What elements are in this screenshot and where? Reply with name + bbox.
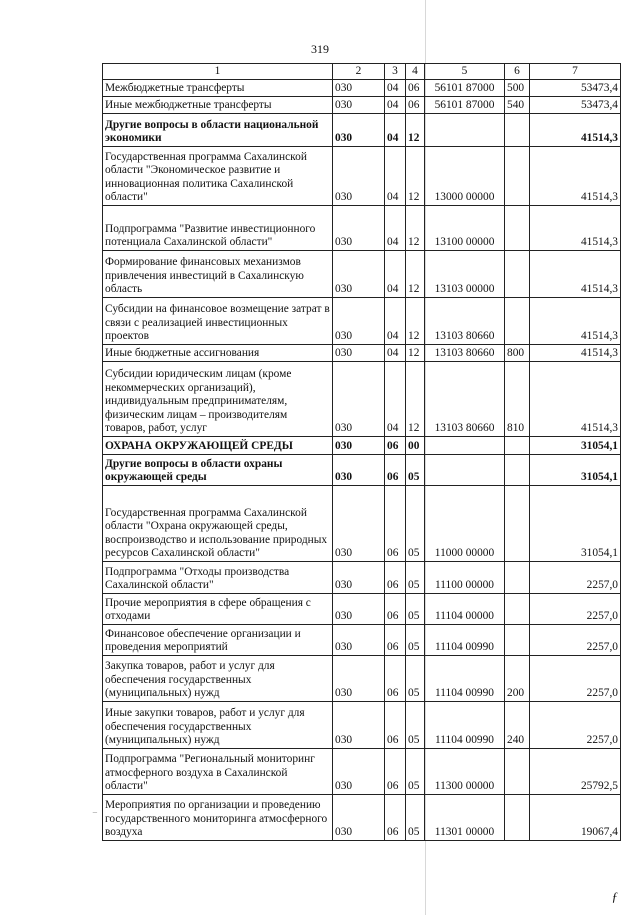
expense-type-code: 240 xyxy=(505,702,530,749)
table-row xyxy=(103,625,621,656)
expense-type-code: 800 xyxy=(505,345,530,362)
column-header: 2 xyxy=(333,64,385,80)
section-code: 04 xyxy=(385,114,406,147)
table-row xyxy=(103,455,621,486)
row-name: Другие вопросы в области национальной экономики xyxy=(103,114,333,147)
corner-mark: ƒ xyxy=(611,889,618,904)
column-header: 7 xyxy=(530,64,621,80)
ministry-code: 030 xyxy=(333,594,385,625)
ministry-code: 030 xyxy=(333,562,385,594)
table-row xyxy=(103,362,621,437)
expense-type-code xyxy=(505,625,530,656)
table-row xyxy=(103,562,621,594)
expense-type-code xyxy=(505,298,530,345)
expense-type-code xyxy=(505,486,530,562)
ministry-code: 030 xyxy=(333,702,385,749)
row-name: Подпрограмма "Развитие инвестиционного потенциала Сахалинской области" xyxy=(103,206,333,251)
table-row xyxy=(103,702,621,749)
table-row xyxy=(103,298,621,345)
subsection-code: 12 xyxy=(406,206,425,251)
section-code: 04 xyxy=(385,80,406,97)
expense-type-code xyxy=(505,437,530,455)
target-article-code xyxy=(425,114,505,147)
table-row xyxy=(103,97,621,114)
amount: 41514,3 xyxy=(530,206,621,251)
table-row xyxy=(103,749,621,795)
subsection-code: 00 xyxy=(406,437,425,455)
column-header: 3 xyxy=(385,64,406,80)
ministry-code: 030 xyxy=(333,625,385,656)
subsection-code: 05 xyxy=(406,656,425,702)
section-code: 04 xyxy=(385,345,406,362)
expense-type-code xyxy=(505,147,530,206)
row-name: Государственная программа Сахалинской области "Экономическое развитие и инновационная политика Сахалинской области" xyxy=(103,147,333,206)
target-article-code: 11100 00000 xyxy=(425,562,505,594)
ministry-code: 030 xyxy=(333,656,385,702)
subsection-code: 12 xyxy=(406,362,425,437)
target-article-code: 11104 00000 xyxy=(425,594,505,625)
subsection-code: 05 xyxy=(406,594,425,625)
amount: 31054,1 xyxy=(530,437,621,455)
section-code: 04 xyxy=(385,147,406,206)
table-row xyxy=(103,80,621,97)
expense-type-code xyxy=(505,749,530,795)
table-row xyxy=(103,795,621,841)
ministry-code: 030 xyxy=(333,795,385,841)
ministry-code: 030 xyxy=(333,455,385,486)
section-code: 06 xyxy=(385,625,406,656)
target-article-code: 11301 00000 xyxy=(425,795,505,841)
target-article-code: 13103 80660 xyxy=(425,298,505,345)
expense-type-code xyxy=(505,455,530,486)
column-header: 4 xyxy=(406,64,425,80)
row-name: Иные межбюджетные трансферты xyxy=(103,97,333,114)
expense-type-code: 540 xyxy=(505,97,530,114)
section-code: 06 xyxy=(385,656,406,702)
expense-type-code: 810 xyxy=(505,362,530,437)
row-name: Формирование финансовых механизмов привлечения инвестиций в Сахалинскую область xyxy=(103,251,333,298)
target-article-code: 11104 00990 xyxy=(425,656,505,702)
target-article-code: 13100 00000 xyxy=(425,206,505,251)
section-code: 04 xyxy=(385,206,406,251)
subsection-code: 05 xyxy=(406,749,425,795)
amount: 41514,3 xyxy=(530,345,621,362)
amount: 31054,1 xyxy=(530,455,621,486)
section-code: 06 xyxy=(385,795,406,841)
column-header: 1 xyxy=(103,64,333,80)
target-article-code xyxy=(425,455,505,486)
amount: 19067,4 xyxy=(530,795,621,841)
ministry-code: 030 xyxy=(333,345,385,362)
amount: 53473,4 xyxy=(530,97,621,114)
table-header-row xyxy=(103,64,621,80)
ministry-code: 030 xyxy=(333,437,385,455)
row-name: Закупка товаров, работ и услуг для обеспечения государственных (муниципальных) нужд xyxy=(103,656,333,702)
row-name: Прочие мероприятия в сфере обращения с отходами xyxy=(103,594,333,625)
subsection-code: 12 xyxy=(406,114,425,147)
margin-mark: ⁻ xyxy=(92,809,98,821)
section-code: 06 xyxy=(385,594,406,625)
row-name: Другие вопросы в области охраны окружающей среды xyxy=(103,455,333,486)
table-row xyxy=(103,251,621,298)
row-name: Подпрограмма "Отходы производства Сахалинской области" xyxy=(103,562,333,594)
row-name: Межбюджетные трансферты xyxy=(103,80,333,97)
subsection-code: 12 xyxy=(406,251,425,298)
ministry-code: 030 xyxy=(333,362,385,437)
amount: 2257,0 xyxy=(530,702,621,749)
ministry-code: 030 xyxy=(333,80,385,97)
row-name: Иные бюджетные ассигнования xyxy=(103,345,333,362)
target-article-code: 56101 87000 xyxy=(425,97,505,114)
section-code: 04 xyxy=(385,298,406,345)
table-row xyxy=(103,486,621,562)
subsection-code: 05 xyxy=(406,562,425,594)
expense-type-code xyxy=(505,114,530,147)
amount: 2257,0 xyxy=(530,656,621,702)
row-name: Иные закупки товаров, работ и услуг для обеспечения государственных (муниципальных) нужд xyxy=(103,702,333,749)
expense-type-code xyxy=(505,795,530,841)
expense-type-code xyxy=(505,206,530,251)
amount: 31054,1 xyxy=(530,486,621,562)
section-code: 06 xyxy=(385,702,406,749)
target-article-code: 13000 00000 xyxy=(425,147,505,206)
row-name: Подпрограмма "Региональный мониторинг атмосферного воздуха в Сахалинской области" xyxy=(103,749,333,795)
subsection-code: 05 xyxy=(406,702,425,749)
column-header: 5 xyxy=(425,64,505,80)
expense-type-code xyxy=(505,251,530,298)
subsection-code: 06 xyxy=(406,80,425,97)
target-article-code: 56101 87000 xyxy=(425,80,505,97)
column-header: 6 xyxy=(505,64,530,80)
ministry-code: 030 xyxy=(333,206,385,251)
ministry-code: 030 xyxy=(333,251,385,298)
subsection-code: 12 xyxy=(406,147,425,206)
target-article-code: 11300 00000 xyxy=(425,749,505,795)
expense-type-code xyxy=(505,562,530,594)
section-code: 06 xyxy=(385,455,406,486)
amount: 2257,0 xyxy=(530,594,621,625)
row-name: Субсидии на финансовое возмещение затрат в связи с реализацией инвестиционных проектов xyxy=(103,298,333,345)
subsection-code: 06 xyxy=(406,97,425,114)
amount: 41514,3 xyxy=(530,147,621,206)
table-row xyxy=(103,114,621,147)
target-article-code xyxy=(425,437,505,455)
amount: 41514,3 xyxy=(530,298,621,345)
ministry-code: 030 xyxy=(333,114,385,147)
section-code: 06 xyxy=(385,562,406,594)
section-code: 04 xyxy=(385,251,406,298)
section-code: 04 xyxy=(385,97,406,114)
table-row xyxy=(103,656,621,702)
subsection-code: 12 xyxy=(406,345,425,362)
row-name: Финансовое обеспечение организации и проведения мероприятий xyxy=(103,625,333,656)
ministry-code: 030 xyxy=(333,486,385,562)
expense-type-code: 200 xyxy=(505,656,530,702)
table-row xyxy=(103,594,621,625)
target-article-code: 13103 80660 xyxy=(425,362,505,437)
ministry-code: 030 xyxy=(333,147,385,206)
row-name: ОХРАНА ОКРУЖАЮЩЕЙ СРЕДЫ xyxy=(103,437,333,455)
expense-type-code: 500 xyxy=(505,80,530,97)
amount: 41514,3 xyxy=(530,362,621,437)
ministry-code: 030 xyxy=(333,298,385,345)
section-code: 06 xyxy=(385,486,406,562)
subsection-code: 12 xyxy=(406,298,425,345)
row-name: Мероприятия по организации и проведению государственного мониторинга атмосферного воздуха xyxy=(103,795,333,841)
target-article-code: 11000 00000 xyxy=(425,486,505,562)
amount: 2257,0 xyxy=(530,562,621,594)
amount: 41514,3 xyxy=(530,251,621,298)
table-row xyxy=(103,345,621,362)
subsection-code: 05 xyxy=(406,625,425,656)
section-code: 06 xyxy=(385,437,406,455)
table-row xyxy=(103,206,621,251)
row-name: Государственная программа Сахалинской области "Охрана окружающей среды, воспроизводство и использование природных ресурсов Сахалинской области" xyxy=(103,486,333,562)
ministry-code: 030 xyxy=(333,749,385,795)
ministry-code: 030 xyxy=(333,97,385,114)
target-article-code: 13103 80660 xyxy=(425,345,505,362)
target-article-code: 11104 00990 xyxy=(425,702,505,749)
amount: 2257,0 xyxy=(530,625,621,656)
subsection-code: 05 xyxy=(406,486,425,562)
subsection-code: 05 xyxy=(406,795,425,841)
target-article-code: 11104 00990 xyxy=(425,625,505,656)
amount: 53473,4 xyxy=(530,80,621,97)
budget-table xyxy=(102,63,621,841)
subsection-code: 05 xyxy=(406,455,425,486)
page-number: 319 xyxy=(311,42,329,56)
section-code: 04 xyxy=(385,362,406,437)
table-row xyxy=(103,437,621,455)
row-name: Субсидии юридическим лицам (кроме некоммерческих организаций), индивидуальным предпринимателям, физическим лицам – производителям товаров, работ, услуг xyxy=(103,362,333,437)
amount: 25792,5 xyxy=(530,749,621,795)
amount: 41514,3 xyxy=(530,114,621,147)
expense-type-code xyxy=(505,594,530,625)
table-row xyxy=(103,147,621,206)
target-article-code: 13103 00000 xyxy=(425,251,505,298)
section-code: 06 xyxy=(385,749,406,795)
